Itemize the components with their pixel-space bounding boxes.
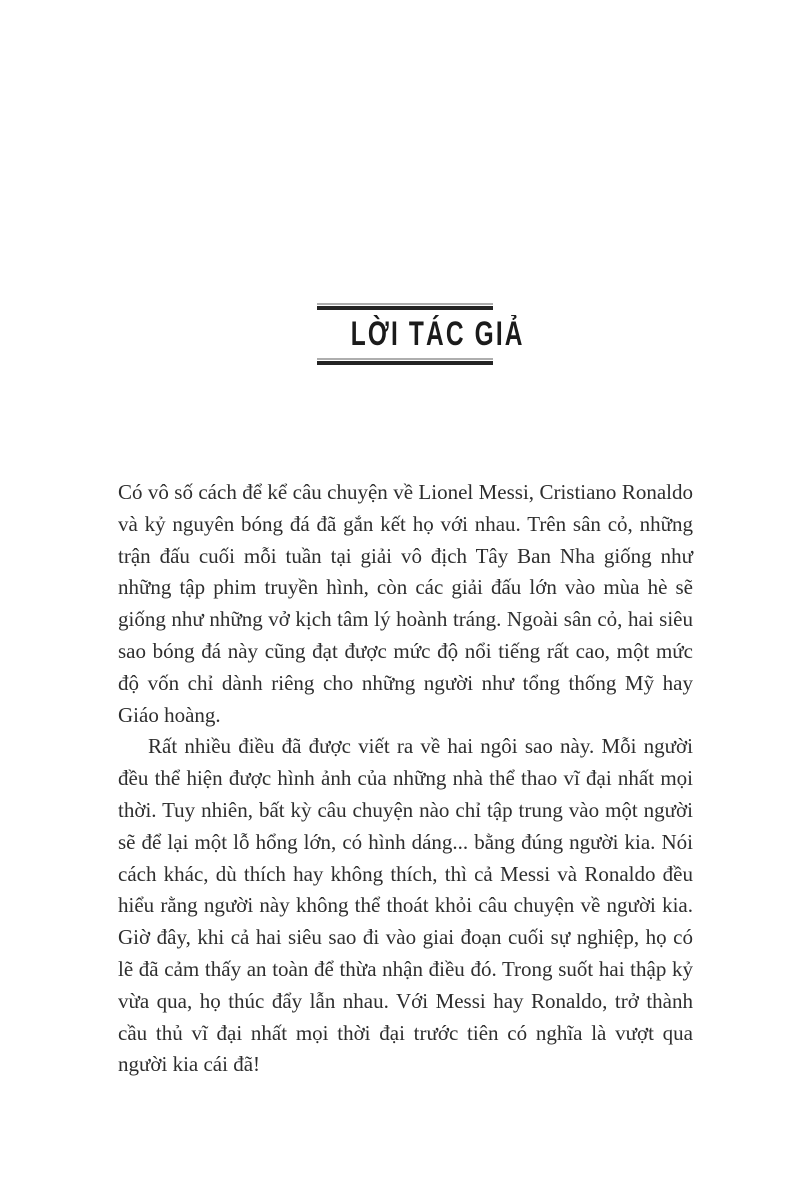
title-rule-top (317, 303, 493, 310)
chapter-title: LỜI TÁC GIẢ (350, 315, 525, 353)
paragraph-2: Rất nhiều điều đã được viết ra về hai ngôi sao này. Mỗi người đều thể hiện được hình ảnh của những nhà thể thao vĩ đại nhất mọi thời. Tuy nhiên, bất kỳ câu chuyện nào chỉ tập trung vào một người sẽ để lại một lỗ hổng lớn, có hình dáng... bằng đúng người kia. Nói cách khác, dù thích hay không thích, thì cả Messi và Ronaldo đều hiểu rằng người này không thể thoát khỏi câu chuyện về người kia. Giờ đây, khi cả hai siêu sao đi vào giai đoạn cuối sự nghiệp, họ có lẽ đã cảm thấy an toàn để thừa nhận điều đó. Trong suốt hai thập kỷ vừa qua, họ thúc đẩy lẫn nhau. Với Messi hay Ronaldo, trở thành cầu thủ vĩ đại nhất mọi thời đại trước tiên có nghĩa là vượt qua người kia cái đã! (118, 734, 693, 1077)
chapter-header (317, 303, 525, 365)
title-rule-bottom-thin-line (317, 358, 493, 360)
paragraph-1: Có vô số cách để kể câu chuyện về Lionel Messi, Cristiano Ronaldo và kỷ nguyên bóng đá đã gắn kết họ với nhau. Trên sân cỏ, những trận đấu cuối mỗi tuần tại giải vô địch Tây Ban Nha giống như những tập phim truyền hình, còn các giải đấu lớn vào mùa hè sẽ giống như những vở kịch tâm lý hoành tráng. Ngoài sân cỏ, hai siêu sao bóng đá này cũng đạt được mức độ nổi tiếng rất cao, một mức độ vốn chỉ dành riêng cho những người như tổng thống Mỹ hay Giáo hoàng. (118, 480, 693, 727)
title-rule-top-thick-line (317, 306, 493, 310)
title-rule-top-thin-line (317, 303, 493, 305)
title-rule-bottom-thick-line (317, 361, 493, 365)
chapter-body (118, 477, 693, 1081)
title-rule-bottom (317, 358, 493, 365)
